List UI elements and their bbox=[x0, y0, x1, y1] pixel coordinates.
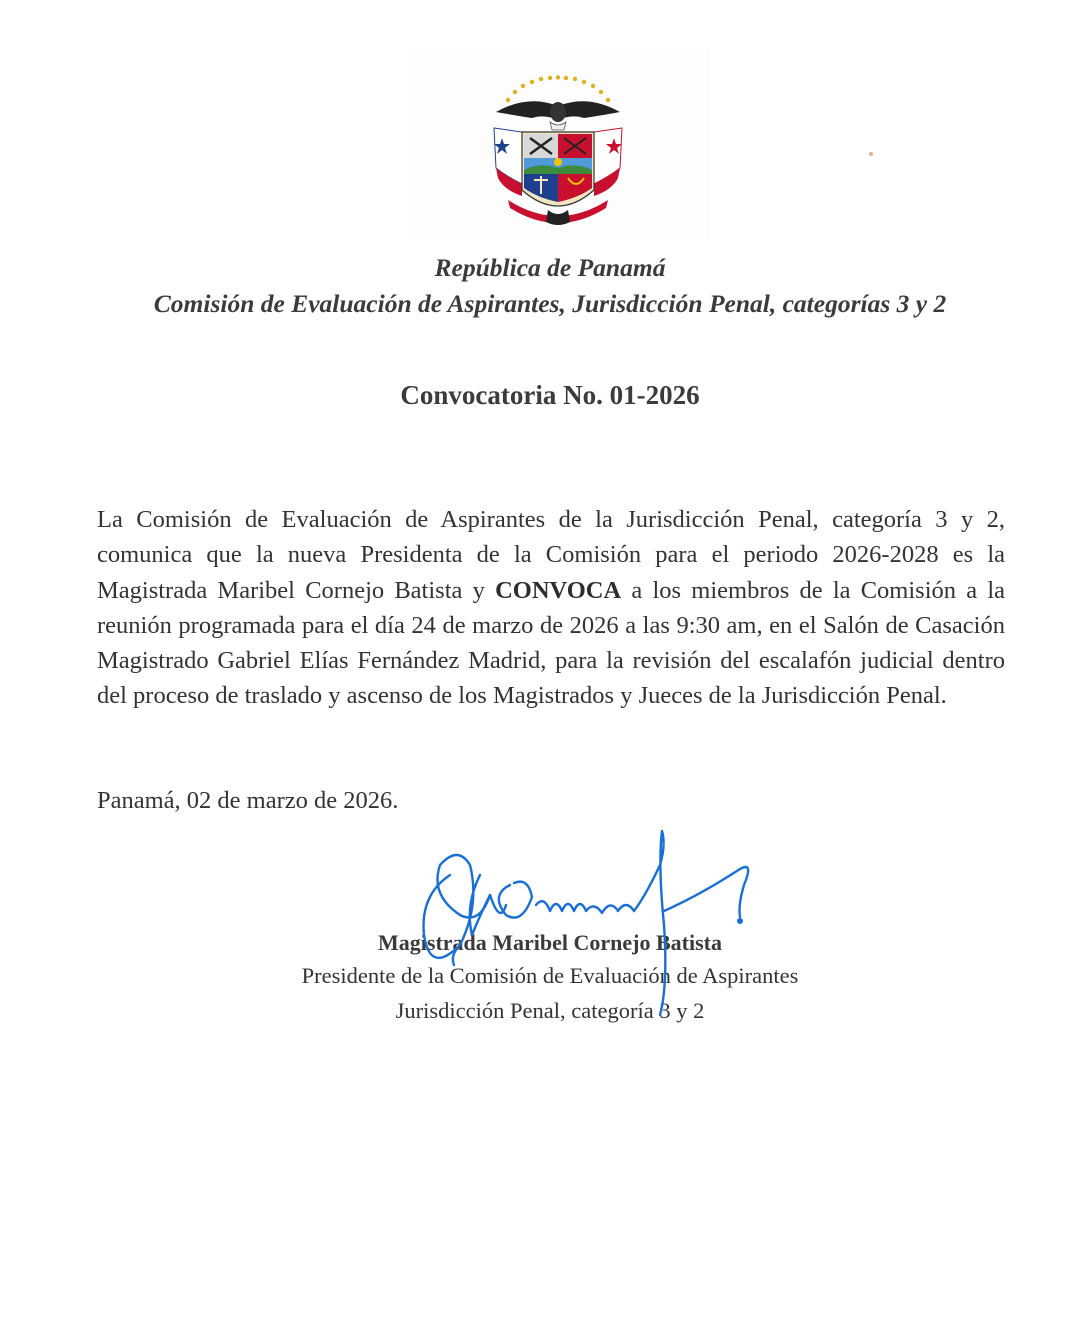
header-country: República de Panamá bbox=[434, 253, 666, 282]
signatory-jurisdiction: Jurisdicción Penal, categoría 3 y 2 bbox=[395, 998, 705, 1023]
coat-of-arms-icon bbox=[488, 72, 628, 228]
signatory-role: Presidente de la Comisión de Evaluación de Aspirantes bbox=[301, 963, 799, 988]
handwritten-signature-icon bbox=[410, 825, 760, 1025]
date-line: Panamá, 02 de marzo de 2026. bbox=[97, 787, 399, 814]
header-commission: Comisión de Evaluación de Aspirantes, Jurisdicción Penal, categorías 3 y 2 bbox=[153, 289, 947, 318]
body-paragraph bbox=[97, 502, 1005, 714]
body-text-part2: a los miembros de la Comisión a la reunión programada para el día 24 de marzo de 2026 a las 9:30 am, en el Salón de Casación Magistrado Gabriel Elías Fernández Madrid, para la revisión del escalafón judicial dentro del proceso de traslado y ascenso de los Magistrados y Jueces de la Jurisdicción Penal. bbox=[97, 576, 1005, 710]
body-text-part1: La Comisión de Evaluación de Aspirantes de la Jurisdicción Penal, categoría 3 y 2, comunica que la nueva Presidenta de la Comisión para el periodo 2026-2028 es la Magistrada Maribel Cornejo Batista y bbox=[97, 506, 1005, 604]
coat-of-arms bbox=[408, 48, 710, 240]
scan-speck bbox=[869, 152, 873, 156]
body-emphasis: CONVOCA bbox=[495, 576, 622, 604]
signatory-name: Magistrada Maribel Cornejo Batista bbox=[378, 930, 722, 955]
document-title: Convocatoria No. 01-2026 bbox=[400, 380, 700, 410]
